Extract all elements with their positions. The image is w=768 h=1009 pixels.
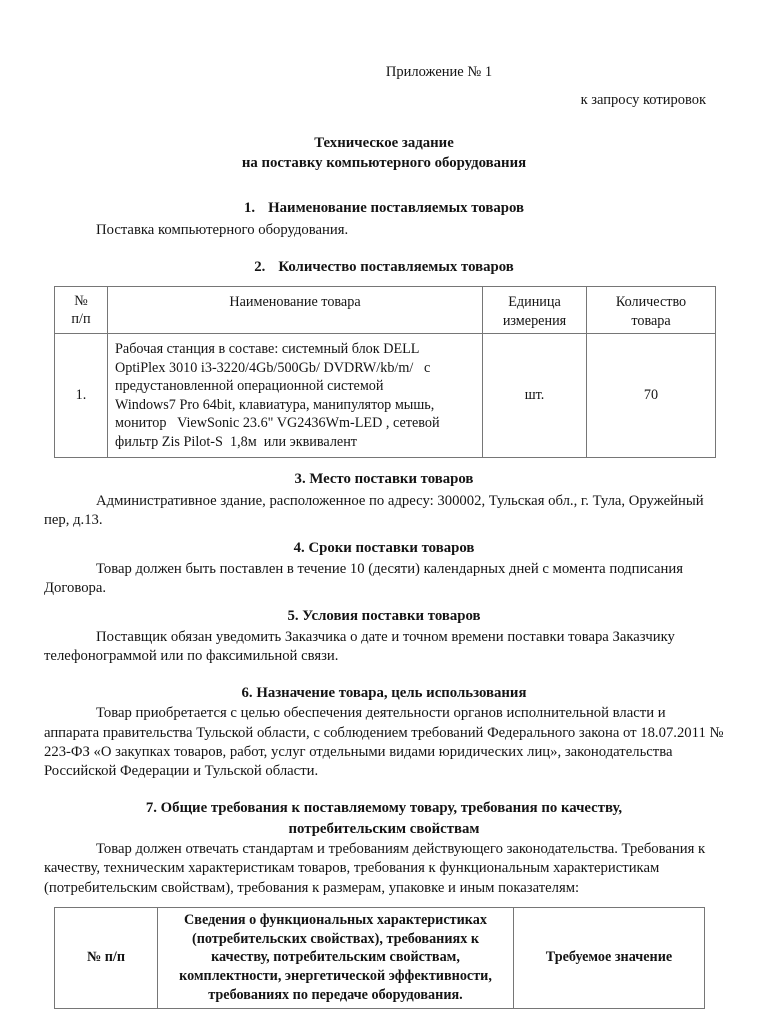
column-header-unit-line-2: измерения [502,312,567,329]
document-title-line-2: на поставку компьютерного оборудования [241,155,527,172]
table-header-row [55,907,705,1008]
req-description-line-1: Сведения о функциональных характеристиках [184,911,487,928]
column-header-req-description [158,907,514,1008]
column-header-count-line-1: Количество [615,294,687,311]
product-line-6: фильтр Zis Pilot-S 1,8м или эквивалент [115,433,357,450]
section-2-heading-text: Количество поставляемых товаров [278,258,514,275]
column-header-count [587,287,716,334]
section-2-number: 2. [254,258,266,275]
table-row [55,334,716,458]
section-7-heading [44,798,724,839]
column-header-count-line-2: товара [631,312,671,329]
section-6-heading: 6. Назначение товара, цель использования [241,684,527,701]
product-line-2: OptiPlex 3010 i3-3220/4Gb/500Gb/ DVDRW/kb/m/ с [115,359,431,376]
column-header-unit-line-1: Единица [508,294,561,311]
appendix-label: Приложение № 1 [385,64,493,80]
row-count: 70 [587,334,716,458]
column-header-name [108,287,483,334]
reference-label: к запросу котировок [580,92,706,109]
table-header-row [55,287,716,334]
section-5-body: Поставщик обязан уведомить Заказчика о дате и точном времени поставки товара Заказчику телефонограммой или по факсимильной связи. [44,628,675,664]
req-description-line-4: комплектности, энергетической эффективности, [179,968,492,985]
column-header-unit [483,287,587,334]
section-7-body: Товар должен отвечать стандартам и требованиям действующего законодательства. Требования к качеству, техническим характеристикам товаров, требования к функциональным характеристикам (потребительским свойствам), требования к размерам, упаковке и иным показателям: [44,841,706,896]
document-title [44,133,724,174]
req-description-line-5: требованиях по передаче оборудования. [208,987,463,1004]
req-description-line-2: (потребительских свойствах), требованиях к [191,930,480,947]
section-1-heading-text: Наименование поставляемых товаров [268,199,524,216]
quantity-table [54,286,716,458]
row-unit: шт. [483,334,587,458]
section-7-heading-line-1: 7. Общие требования к поставляемому товару, требования по качеству, [145,799,623,816]
section-4-body: Товар должен быть поставлен в течение 10 (десяти) календарных дней с момента подписания Договора. [44,560,684,596]
requirements-table [54,907,705,1009]
document-title-line-1: Техническое задание [314,135,454,152]
product-line-4: Windows7 Pro 64bit, клавиатура, манипулятор мышь, [115,396,435,413]
product-line-5: монитор ViewSonic 23.6" VG2436Wm-LED , сетевой [115,415,440,432]
column-header-req-value: Требуемое значение [514,907,705,1008]
row-product-description [108,334,483,458]
column-header-no-line-2: п/п [71,311,91,328]
column-header-no [55,287,108,334]
section-2-heading [44,257,724,278]
section-1-body: Поставка компьютерного оборудования. [96,221,349,238]
req-description-line-3: качеству, потребительским свойствам, [211,949,460,966]
section-1-heading [44,198,724,219]
section-3-heading: 3. Место поставки товаров [294,470,474,487]
column-header-req-no: № п/п [55,907,158,1008]
section-1-number: 1. [244,199,256,216]
column-header-no-line-1: № [74,292,88,309]
section-4-heading: 4. Сроки поставки товаров [293,539,475,556]
product-line-3: предустановленной операционной системой [115,378,384,395]
section-6-body: Товар приобретается с целью обеспечения деятельности органов исполнительной власти и аппарата правительства Тульской области, с соблюдением требований Федерального закона от 18.07.2011 № 223-ФЗ «О закупках товаров, работ, услуг отдельными видами юридических лиц», законодательства Российской Федерации и Тульской области. [44,705,724,779]
document-header [44,62,724,111]
section-3-body: Административное здание, расположенное по адресу: 300002, Тульская обл., г. Тула, Оружейный пер, д.13. [44,492,704,528]
column-header-name-text: Наименование товара [229,294,361,311]
product-line-1: Рабочая станция в составе: системный блок DELL [115,341,420,358]
section-5-heading: 5. Условия поставки товаров [287,607,481,624]
row-number: 1. [55,334,108,458]
section-7-heading-line-2: потребительским свойствам [288,820,480,837]
